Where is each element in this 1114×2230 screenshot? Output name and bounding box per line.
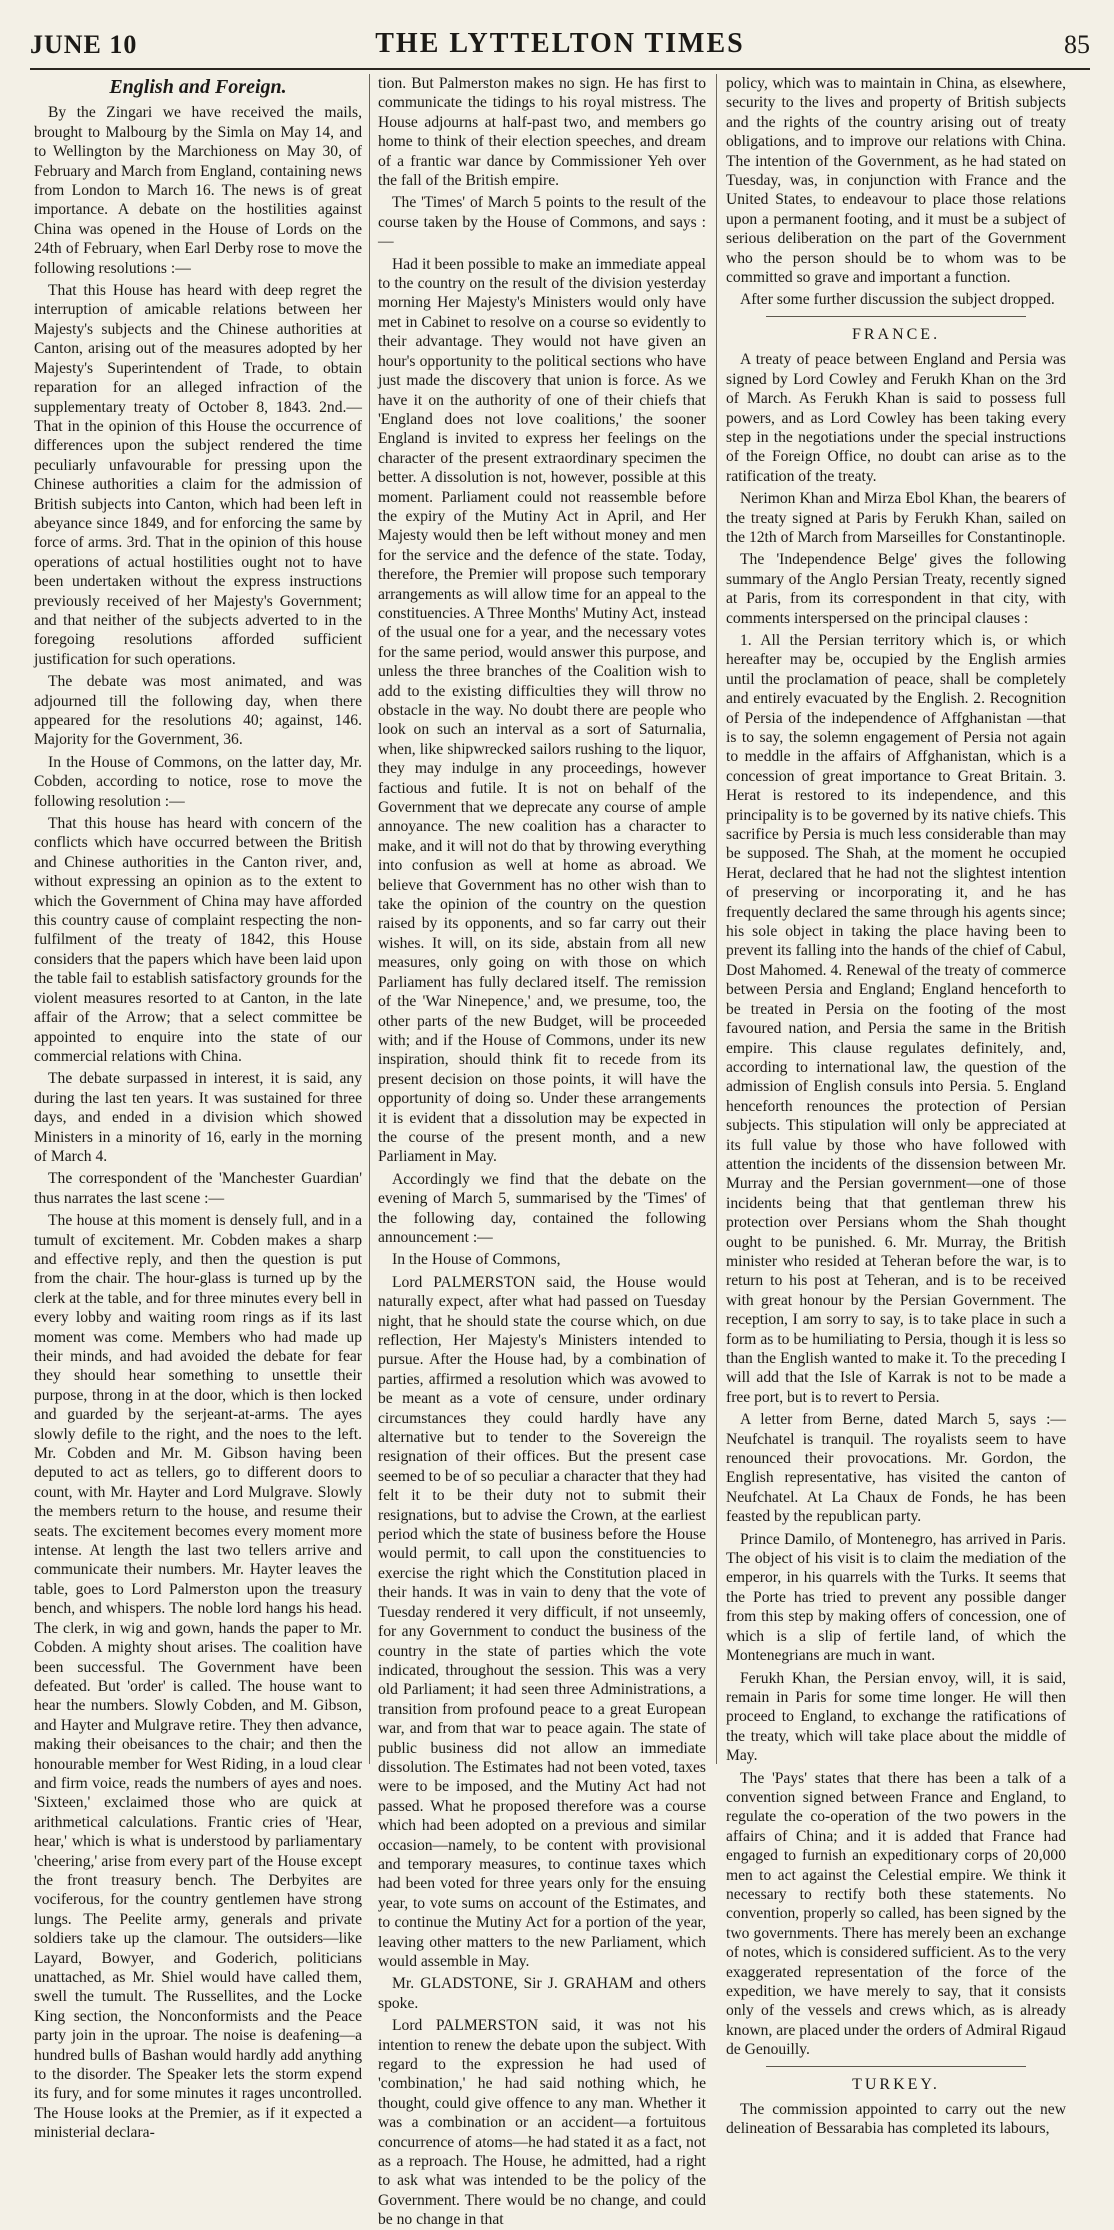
article-paragraph: tion. But Palmerston makes no sign. He has first to communicate the tidings to his royal mistress. The House adjourns at half-past two, and members go home to think of their election speeches, and dream of a frantic war dance by Commissioner Yeh over the fall of the British empire.: [378, 75, 706, 190]
article-paragraph: A letter from Berne, dated March 5, says :— Neufchatel is tranquil. The royalists seem to have renounced their provocations. Mr. Gordon, the English representative, has visited the canton of Neufchatel. At La Chaux de Fonds, he has been feasted by the republican party.: [726, 1411, 1066, 1526]
article-paragraph: After some further discussion the subject dropped.: [740, 291, 1055, 309]
article-paragraph: 1. All the Persian territory which is, or which hereafter may be, occupied by the English armies until the proclamation of peace, shall be completely and entirely evacuated by the English. 2. Recognition of Persia of the independence of Affghanistan —that is to say, the solemn engagement of Persia not again to meddle in the affairs of Affghanistan, which is a concession of great importance to Great Britain. 3. Herat is restored to its independence, and this principality is to be governed by its native chiefs. This sacrifice by Persia is much less considerable than may be supposed. The Shah, at the moment he occupied Herat, declared that he had not the slightest intention of preserving or incorporating it, and he has frequently declared the same through his agents since; his sole object in taking the place having been to prevent its falling into the hands of the chief of Cabul, Dost Mahomed. 4. Renewal of the treaty of commerce between Persia and England; England henceforth to be treated in Persia on the footing of the most favoured nation, and Persia the same in the British empire. This clause regulates definitely, and, according to international law, the question of the admission of English consuls into Persia. 5. England henceforth renounces the protection of Persian subjects. This stipulation will only be appreciated at its full value by those who have followed with attention the incidents of the dissension between Mr. Murray and the Persian government—one of those incidents being that that gentleman threw his protection over Persians whom the Shah thought ought to be punished. 6. Mr. Murray, the British minister who resided at Teheran before the war, is to return to his post at Teheran, and is to be received with great honour by the Persian Government. The reception, I am sorry to say, is to take place in such a form as to be humiliating to Persia, though it is less so than the English wanted to make it. To the preceding I will add that the Isle of Karrak is not to be made a free port, but is to revert to Persia.: [726, 631, 1066, 1406]
article-paragraph: By the Zingari we have received the mails, brought to Malbourg by the Simla on May 14, and to Wellington by the Marchioness on May 30, of February and March from England, containing news from London to March 16. The news is of great importance. A debate on the hostilities against China was opened in the House of Lords on the 24th of February, when Earl Derby rose to move the following resolutions :—: [34, 104, 362, 277]
article-paragraph: A treaty of peace between England and Persia was signed by Lord Cowley and Ferukh Khan on the 3rd of March. As Ferukh Khan is said to possess full powers, and as Lord Cowley has been taking every step in the negotiations under the special instructions of the Foreign Office, no doubt can arise as to the ratification of the treaty.: [726, 351, 1066, 485]
page-number: 85: [1064, 30, 1090, 59]
section-heading-france: FRANCE.: [851, 325, 941, 343]
article-paragraph: Accordingly we find that the debate on the evening of March 5, summarised by the 'Times' of the following day, contained the following announcement :—: [378, 1170, 706, 1246]
article-paragraph: Nerimon Khan and Mirza Ebol Khan, the bearers of the treaty signed at Paris by Ferukh Khan, sailed on the 12th of March from Marseilles for Constantinople.: [726, 490, 1066, 546]
page-header: [30, 22, 1090, 62]
article-paragraph: The 'Independence Belge' gives the following summary of the Anglo Persian Treaty, recently signed at Paris, from its correspondent in that city, with comments interspersed on the principal clauses :: [726, 551, 1066, 627]
article-paragraph: The 'Times' of March 5 points to the result of the course taken by the House of Commons, and says :—: [378, 194, 706, 251]
article-paragraph: Prince Damilo, of Montenegro, has arrived in Paris. The object of his visit is to claim the mediation of the emperor, in his quarrels with the Turks. It seems that the Porte has tried to prevent any possible danger from this step by making offers of concession, one of which is a slip of fertile land, of which the Montenegrians are much in want.: [726, 1530, 1066, 1665]
article-paragraph: The debate was most animated, and was adjourned till the following day, when there appeared for the resolutions 40; against, 146. Majority for the Government, 36.: [34, 673, 362, 749]
article-paragraph: Lord PALMERSTON said, the House would naturally expect, after what had passed on Tuesday night, that he should state the course which, on due reflection, Her Majesty's Ministers intended to pursue. After the House had, by a combination of parties, affirmed a resolution which was avowed to be meant as a vote of censure, under ordinary circumstances they could hardly have any alternative but to tender to the Sovereign the resignation of their offices. But the present case seemed to be of so peculiar a character that they had felt it to be their duty not to submit their resignations, but to advise the Crown, at the earliest period which the state of business before the House would permit, to call upon the constituencies to exercise the right which the Constitution placed in their hands. It was in vain to deny that the vote of Tuesday rendered it very difficult, if not unseemly, for any Government to conduct the business of the country in the state of parties which the vote indicated, throughout the session. This was a very old Parliament; it had seen three Administrations, a transition from profound peace to a great European war, and from that war to peace again. The state of public business did not allow an immediate dissolution. The Estimates had not been voted, taxes were to be imposed, and the Mutiny Act had not passed. What he proposed therefore was a course which had been adopted on a previous and similar occasion—namely, to be content with provisional and temporary measures, to continue taxes which had been voted for three years only for the ensuing year, to vote sums on account of the Estimates, and to continue the Mutiny Act for a portion of the year, leaving other matters to the new Parliament, which would assemble in May.: [378, 1273, 706, 1970]
article-paragraph: The house at this moment is densely full, and in a tumult of excitement. Mr. Cobden makes a sharp and effective reply, and then the question is put from the chair. The hour-glass is turned up by the clerk at the table, and for three minutes every bell in every lobby and waiting room rings as if its last moment was come. Members who had made up their minds, and had avoided the debate for fear they should hear something to unsettle their purpose, throng in at the door, which is then locked and guarded by the serjeant-at-arms. The ayes slowly defile to the right, and the noes to the left. Mr. Cobden and Mr. M. Gibson having been deputed to act as tellers, go to different doors to count, with Mr. Hayter and Lord Mulgrave. Slowly the members return to the house, and resume their seats. The excitement becomes every moment more intense. At length the last two tellers arrive and communicate their numbers. Mr. Hayter leaves the table, goes to Lord Palmerston upon the treasury bench, and whispers. The noble lord hangs his head. The clerk, in wig and gown, hands the paper to Mr. Cobden. A mighty shout arises. The coalition have been successful. The Government have been defeated. But 'order' is called. The house want to hear the numbers. Slowly Cobden, and M. Gibson, and Hayter and Mulgrave retire. They then advance, making their obeisances to the chair; and then the honourable member for West Riding, in a loud clear and firm voice, reads the numbers of ayes and noes. 'Sixteen,' exclaimed those who are quick at arithmetical calculations. Frantic cries of 'Hear, hear,' which is what is understood by parliamentary 'cheering,' arise from every part of the House except the front treasury bench. The Derbyites are vociferous, for the country gentlemen have strong lungs. The Peelite army, generals and private soldiers take up the clamour. The outsiders—like Layard, Bowyer, and Goderich, politicians unattached, as Mr. Shiel would have called them, swell the tumult. The Russellites, and the Locke King section, the Nonconformists and the Peace party join in the uproar. The noise is deafening—a hundred bulls of Bashan would hardly add anything to the disorder. The Speaker lets the storm expend its fury, and for some minutes it rages uncontrolled. The House looks at the Premier, as if it expected a ministerial declara-: [34, 1212, 362, 2142]
article-paragraph: That this house has heard with concern of the conflicts which have occurred between the British and Chinese authorities in the Canton river, and, without expressing an opinion as to the extent to which the Government of China may have afforded this country cause of complaint respecting the non-fulfilment of the treaty of 1842, this House considers that the papers which have been laid upon the table fail to establish satisfactory grounds for the violent measures resorted to at Canton, in the late affair of the Arrow; that a select committee be appointed to enquire into the state of our commercial relations with China.: [34, 815, 362, 1065]
section-heading-turkey: TURKEY.: [852, 2075, 940, 2093]
article-paragraph: That this House has heard with deep regret the interruption of amicable relations between her Majesty's subjects and the Chinese authorities at Canton, arising out of the measures adopted by her Majesty's Superintendent of Trade, to obtain reparation for an alleged infraction of the supplementary treaty of October 8, 1843. 2nd.—That in the opinion of this House the occurrence of differences upon the subject rendered the time peculiarly unfavourable for pressing upon the Chinese authorities a claim for the admission of British subjects into Canton, which had been left in abeyance since 1849, and for enforcing the same by force of arms. 3rd. That in the opinion of this house operations of actual hostilities ought not to have been undertaken without the express instructions previously received of her Majesty's Government; and that neither of the subjects adverted to in the foregoing resolutions afforded sufficient justification for such operations.: [34, 282, 362, 668]
column-divider: [716, 74, 717, 1764]
article-paragraph: In the House of Commons, on the latter day, Mr. Cobden, according to notice, rose to move the following resolution :—: [34, 753, 362, 810]
column-2: [378, 74, 706, 2229]
newspaper-title: THE LYTTELTON TIMES: [375, 28, 745, 59]
article-paragraph: The commission appointed to carry out the new delineation of Bessarabia has completed its labours,: [726, 2101, 1066, 2138]
section-divider: [766, 316, 1026, 317]
article-paragraph: Ferukh Khan, the Persian envoy, will, it is said, remain in Paris for some time longer. He will then proceed to England, to exchange the ratifications of the treaty, which will take place about the middle of May.: [726, 1669, 1066, 1765]
article-paragraph: The debate surpassed in interest, it is said, any during the last ten years. It was sustained for three days, and ended in a division which showed Ministers in a minority of 16, early in the morning of March 4.: [34, 1070, 362, 1165]
header-rule: [30, 68, 1090, 70]
column-3: [726, 74, 1066, 2138]
section-heading-english-foreign: English and Foreign.: [109, 76, 287, 98]
article-paragraph: The correspondent of the 'Manchester Guardian' thus narrates the last scene :—: [34, 1170, 362, 1207]
article-paragraph: Lord PALMERSTON said, it was not his intention to renew the debate upon the subject. With regard to the expression he had used of 'combination,' he had said nothing which, he thought, could give offence to any man. Whether it was a combination or an accident—a fortuitous concurrence of atoms—he had stated it as a fact, not as a reproach. The House, he admitted, had a right to ask what was intended to be the policy of the Government. There would be no change, and could be no change in that: [378, 2017, 706, 2229]
article-paragraph: The 'Pays' states that there has been a talk of a convention signed between France and England, to regulate the co-operation of the two powers in the affairs of China; and it is added that France had engaged to furnish an expeditionary corps of 20,000 men to act against the Celestial empire. We think it necessary to rectify both these statements. No convention, properly so called, has been signed by the two governments. There has merely been an exchange of notes, which is considered sufficient. As to the very exaggerated representation of the force of the expedition, we have merely to say, that it consists only of the vessels and crews which, as is already known, are placed under the orders of Admiral Rigaud de Genouilly.: [726, 1769, 1066, 2059]
article-paragraph: Had it been possible to make an immediate appeal to the country on the result of the division yesterday morning Her Majesty's Ministers would only have met in Cabinet to resolve on a course so evidently to their advantage. They would not have given an hour's opportunity to the political sections who have just made the discovery that union is force. As we have it on the authority of one of their chiefs that 'England does not love coalitions,' the sooner England is invited to express her feelings on the character of the present extraordinary specimen the better. A dissolution is not, however, possible at this moment. Parliament could not reassemble before the expiry of the Mutiny Act in April, and Her Majesty would then be left without money and men for the service and the defence of the state. Today, therefore, the Premier will propose such temporary arrangements as will allow time for an appeal to the constituencies. A Three Months' Mutiny Act, instead of the usual one for a year, and the necessary votes for the same period, would answer this purpose, and unless the three branches of the Coalition wish to add to the existing difficulties they will throw no obstacle in the way. No doubt there are people who look on such an interval as a sort of Saturnalia, when, like shipwrecked sailors rushing to the liquor, they may indulge in any proceedings, however factious and futile. It is not on behalf of the Government that we deprecate any course of ample annoyance. The new coalition has a character to make, and it will not do that by throwing everything into confusion as well at home as abroad. We believe that Government has no other wish than to take the opinion of the country on the question raised by its opponents, and so far carry out their wishes. It will, on its side, abstain from all new measures, only going on with those on which Parliament has fully declared itself. The remission of the 'War Ninepence,' and, we presume, too, the other parts of the new Budget, will be proceeded with; and if the House of Commons, under its new inspiration, should think fit to recede from its present decision on those points, it will have the opportunity of doing so. Under these arrangements it is evident that a dissolution may be expected in the course of the present month, and a new Parliament in May.: [378, 255, 706, 1166]
column-divider: [369, 74, 370, 1764]
column-1: [34, 74, 362, 2142]
article-paragraph: Mr. GLADSTONE, Sir J. GRAHAM and others spoke.: [378, 1975, 706, 2012]
article-paragraph: policy, which was to maintain in China, as elsewhere, security to the lives and property of British subjects and the rights of the country arising out of treaty obligations, and to improve our relations with China. The intention of the Government, as he had stated on Tuesday, was, in conjunction with France and the United States, to endeavour to place those relations upon a permanent footing, and it must be a subject of serious deliberation on the part of the Government who the person should be to whom was to be committed so grave and important a function.: [726, 75, 1066, 287]
section-divider: [766, 2066, 1026, 2067]
issue-date: JUNE 10: [30, 30, 138, 59]
article-paragraph: In the House of Commons,: [392, 1251, 561, 1269]
